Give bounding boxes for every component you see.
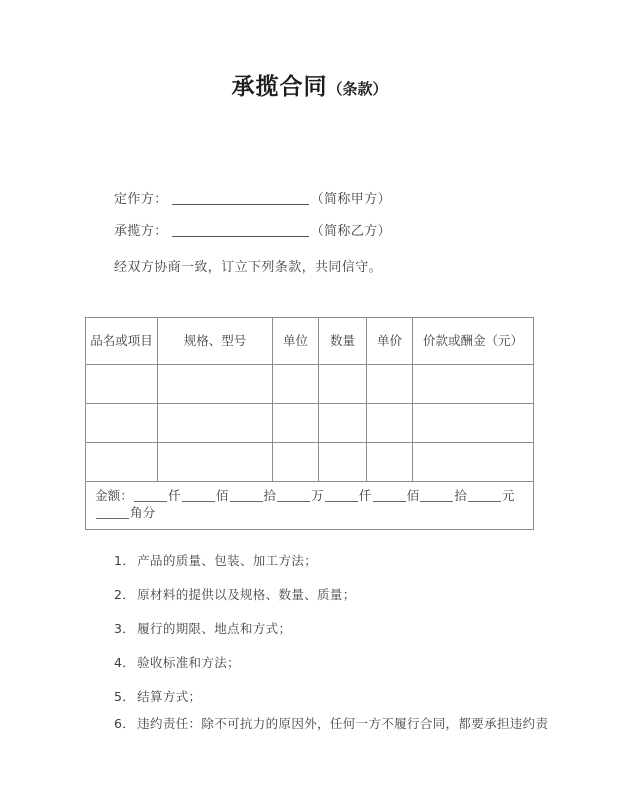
clause-number: 2． (114, 587, 136, 602)
clause-text: 结算方式； (137, 689, 202, 704)
party-b-label: 承揽方： (114, 224, 168, 239)
cell-amount[interactable] (413, 365, 534, 404)
clause-text: 违约责任：除不可抗力的原因外，任何一方不履行合同，都要承担违约责 (137, 716, 549, 731)
column-header-quantity: 数量 (319, 318, 367, 365)
cell-specification[interactable] (158, 443, 273, 482)
amount-unit-4: 万 (311, 488, 324, 503)
clause-item-2 (114, 585, 356, 603)
clause-number: 1． (114, 553, 136, 568)
party-a-note: （简称甲方） (310, 192, 392, 207)
page-title (0, 68, 619, 101)
amount-blank-8[interactable] (468, 489, 501, 502)
table-row (86, 443, 534, 482)
clause-text: 验收标准和方法； (137, 655, 240, 670)
amount-blank-1[interactable] (134, 489, 167, 502)
cell-quantity[interactable] (319, 443, 367, 482)
clause-number: 5． (114, 689, 136, 704)
column-header-amount: 价款或酬金（元） (413, 318, 534, 365)
amount-blank-7[interactable] (420, 489, 453, 502)
cell-quantity[interactable] (319, 365, 367, 404)
amount-blank-3[interactable] (230, 489, 263, 502)
cell-specification[interactable] (158, 404, 273, 443)
page-title-main: 承揽合同 (231, 74, 328, 100)
amount-unit-3: 拾 (263, 488, 277, 503)
amount-blank-5[interactable] (325, 489, 358, 502)
cell-unit[interactable] (273, 443, 319, 482)
page-title-subtitle: （条款） (327, 80, 388, 98)
intro-paragraph: 经双方协商一致，订立下列条款，共同信守。 (114, 260, 383, 275)
total-amount-in-words[interactable] (86, 482, 534, 530)
amount-blank-9[interactable] (96, 506, 129, 519)
amount-blank-2[interactable] (182, 489, 215, 502)
amount-unit-fen: 分 (142, 504, 156, 520)
clause-item-1 (114, 551, 317, 569)
cell-unit-price[interactable] (367, 365, 413, 404)
column-header-specification: 规格、型号 (158, 318, 273, 365)
cell-unit[interactable] (273, 365, 319, 404)
cell-amount[interactable] (413, 443, 534, 482)
table-row (86, 365, 534, 404)
clause-text: 原材料的提供以及规格、数量、质量； (137, 587, 356, 602)
party-a-label: 定作方： (114, 192, 168, 207)
column-header-item-name: 品名或项目 (86, 318, 158, 365)
cell-unit[interactable] (273, 404, 319, 443)
amount-unit-9: 角 (130, 504, 143, 520)
party-b-input[interactable] (172, 223, 309, 237)
column-header-unit: 单位 (273, 318, 319, 365)
clause-number: 6． (114, 716, 136, 731)
amount-unit-2: 佰 (215, 488, 229, 503)
clause-number: 4． (114, 655, 136, 670)
amount-blank-6[interactable] (373, 489, 406, 502)
party-b-note: （简称乙方） (310, 224, 392, 239)
cell-quantity[interactable] (319, 404, 367, 443)
clause-item-6 (114, 714, 548, 732)
clause-number: 3． (114, 621, 136, 636)
table-header-row (86, 318, 534, 365)
amount-blank-4[interactable] (277, 489, 310, 502)
table-amount-row (86, 482, 534, 530)
party-b-line (114, 220, 391, 239)
party-a-line (114, 188, 391, 207)
cell-specification[interactable] (158, 365, 273, 404)
cell-item-name[interactable] (86, 404, 158, 443)
amount-label: 金额： (95, 488, 134, 503)
table-body (86, 365, 534, 530)
amount-unit-8: 元 (502, 488, 515, 503)
cell-item-name[interactable] (86, 443, 158, 482)
contract-items-table (85, 317, 534, 530)
clause-text: 履行的期限、地点和方式； (137, 621, 292, 636)
table-row (86, 404, 534, 443)
amount-unit-6: 佰 (406, 488, 420, 503)
cell-unit-price[interactable] (367, 404, 413, 443)
amount-unit-5: 仟 (358, 488, 372, 503)
clause-item-4 (114, 653, 240, 671)
column-header-unit-price: 单价 (367, 318, 413, 365)
cell-amount[interactable] (413, 404, 534, 443)
amount-unit-1: 仟 (168, 488, 181, 503)
party-a-input[interactable] (172, 191, 309, 205)
clause-text: 产品的质量、包装、加工方法； (137, 553, 318, 568)
clause-item-5 (114, 687, 201, 705)
clause-item-3 (114, 619, 291, 637)
cell-item-name[interactable] (86, 365, 158, 404)
cell-unit-price[interactable] (367, 443, 413, 482)
amount-unit-7: 拾 (454, 488, 468, 503)
